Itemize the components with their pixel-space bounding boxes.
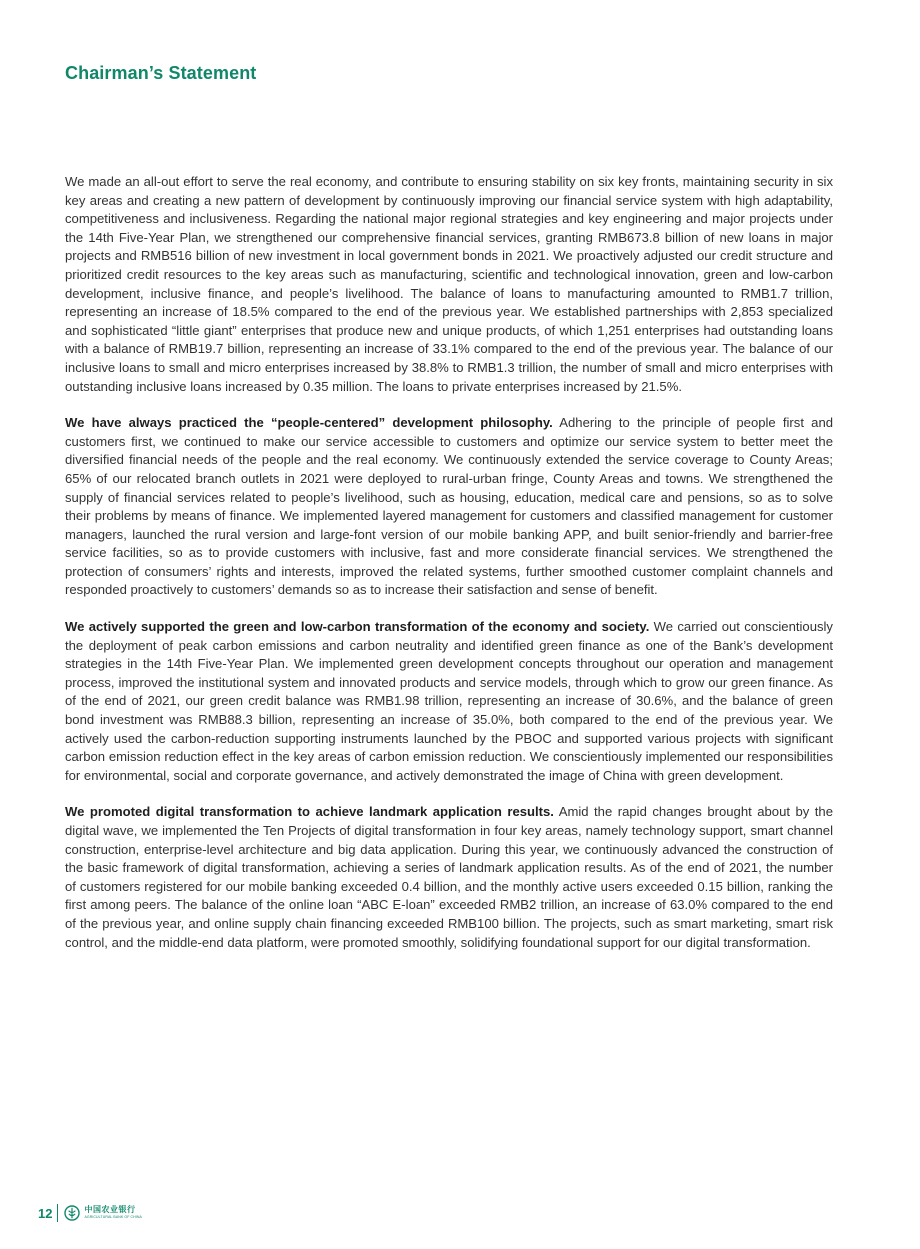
- paragraph-real-economy: [65, 173, 833, 396]
- page-number: 12: [38, 1205, 53, 1221]
- bank-logo: [64, 1205, 141, 1221]
- paragraph-lead: We have always practiced the “people-centered” development philosophy.: [65, 415, 553, 431]
- paragraph-text: Amid the rapid changes brought about by the digital wave, we implemented the Ten Projects of digital transformation in four key areas, namely technology support, smart channel construction, enterprise-level architecture and big data application. During this year, we continuously advanced the construction of the basic framework of digital transformation, achieving a series of landmark application results. As of the end of 2021, the number of customers registered for our mobile banking exceeded 0.4 billion, and the monthly active users exceeded 0.15 billion, ranking the first among peers. The balance of the online loan “ABC E-loan” exceeded RMB2 trillion, an increase of 63.0% compared to the end of the previous year, and online supply chain financing exceeded RMB100 billion. The projects, such as smart marketing, smart risk control, and the middle-end data platform, were promoted smoothly, solidifying foundational support for our digital transformation.: [65, 804, 833, 950]
- logo-english-name: AGRICULTURAL BANK OF CHINA: [84, 1215, 142, 1220]
- logo-chinese-name: 中国农业银行: [84, 1205, 136, 1215]
- paragraph-lead: We promoted digital transformation to achieve landmark application results.: [65, 804, 554, 820]
- paragraph-text: Adhering to the principle of people first and customers first, we continued to make our service accessible to customers and optimize our service system to better meet the diversified financial needs of the people and the real economy. We continuously extended the service coverage to County Areas; 65% of our relocated branch outlets in 2021 were deployed to rural-urban fringe, County Areas and towns. We strengthened the supply of financial services related to people’s livelihood, such as housing, education, medical care and pensions, so as to solve their problems by means of finance. We implemented layered management for customers and classified management for customer managers, launched the rural version and large-font version of our mobile banking APP, and built senior-friendly and barrier-free service facilities, so as to provide customers with inclusive, fast and more considerate financial services. We strengthened the protection of consumers’ rights and interests, improved the related systems, further smoothed customer complaint channels and responded proactively to customers’ demands so as to increase their satisfaction and sense of benefit.: [65, 415, 834, 598]
- statement-body: [65, 173, 833, 970]
- paragraph-people-centered: [65, 414, 833, 600]
- paragraph-lead: We actively supported the green and low-carbon transformation of the economy and society.: [65, 619, 650, 635]
- paragraph-green-transformation: [65, 618, 833, 785]
- paragraph-digital-transformation: [65, 803, 833, 952]
- logo-wordmark: [84, 1206, 141, 1220]
- page-footer: [38, 1201, 142, 1225]
- paragraph-text: We made an all-out effort to serve the real economy, and contribute to ensuring stability on six key fronts, maintaining security in six key areas and creating a new pattern of development by continuously improving our financial service system with high adaptability, competitiveness and inclusiveness. Regarding the national major regional strategies and key engineering and major projects under the 14th Five-Year Plan, we strengthened our comprehensive financial services, granting RMB673.8 billion of new loans in major projects and RMB516 billion of new investment in local government bonds in 2021. We proactively adjusted our credit structure and prioritized credit resources to the key areas such as manufacturing, scientific and technological innovation, green and low-carbon development, inclusive finance, and people’s livelihood. The balance of loans to manufacturing amounted to RMB1.7 trillion, representing an increase of 18.5% compared to the end of the previous year. We established partnerships with 2,853 specialized and sophisticated “little giant” enterprises that produce new and unique products, of which 1,251 enterprises had outstanding loans with a balance of RMB19.7 billion, representing an increase of 33.1% compared to the end of the previous year. The balance of our inclusive loans to small and micro enterprises increased by 38.8% to RMB1.3 trillion, the number of small and micro enterprises with outstanding inclusive loans increased by 0.35 million. The loans to private enterprises increased by 21.5%.: [65, 174, 833, 394]
- paragraph-text: We carried out conscientiously the deployment of peak carbon emissions and carbon neutrality and identified green finance as one of the Bank’s development strategies in the 14th Five-Year Plan. We implemented green development concepts throughout our operation and management process, improved the institutional system and innovated products and service models, through which to grow our green finance. As of the end of 2021, our green credit balance was RMB1.98 trillion, representing an increase of 30.6%, and the balance of green bond investment was RMB88.3 billion, representing an increase of 35.0%, both compared to the end of the previous year. We actively used the carbon-reduction supporting instruments launched by the PBOC and supported various projects with significant carbon emission reduction effect in the key areas of carbon emission reduction. We conscientiously implemented our responsibilities for environmental, social and corporate governance, and actively demonstrated the image of China with green development.: [65, 619, 833, 783]
- page-title: Chairman’s Statement: [65, 63, 257, 83]
- footer-divider: [57, 1204, 58, 1222]
- abc-emblem-icon: [64, 1205, 80, 1221]
